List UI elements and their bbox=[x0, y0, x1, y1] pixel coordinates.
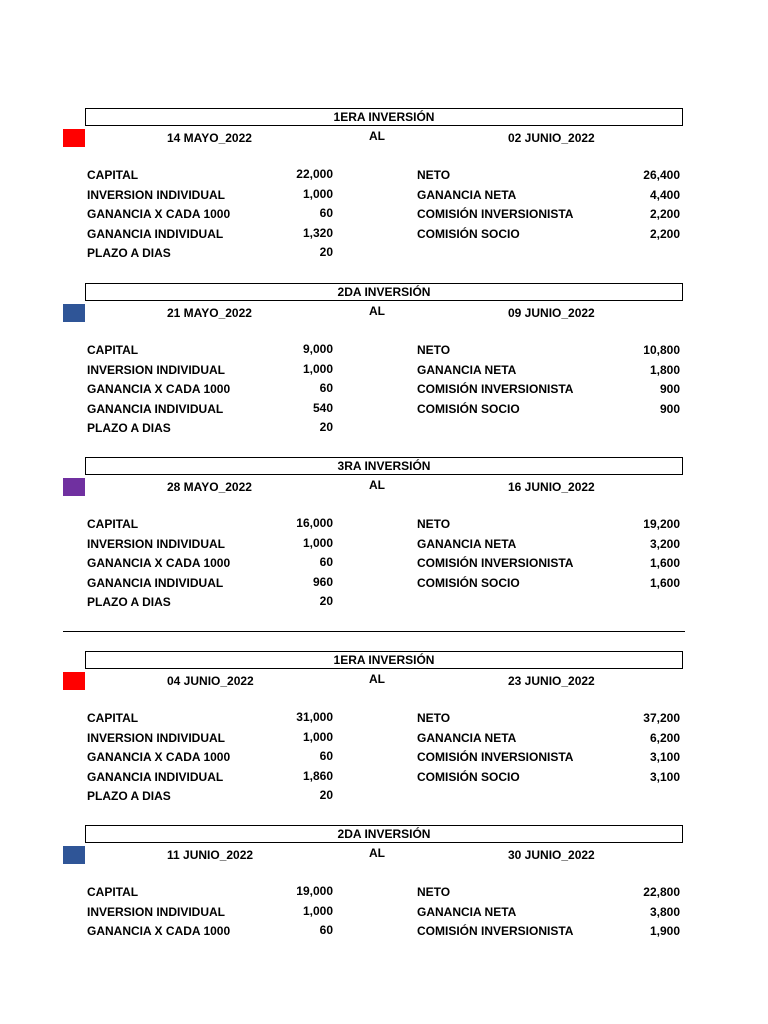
left-row-label: GANANCIA X CADA 1000 bbox=[87, 382, 231, 396]
left-row-value: 60 bbox=[319, 381, 333, 395]
left-row-value: 1,320 bbox=[302, 225, 333, 240]
right-row-label: COMISIÓN SOCIO bbox=[417, 769, 520, 784]
right-row-value: 3,100 bbox=[649, 750, 680, 764]
left-row-value: 20 bbox=[319, 420, 333, 434]
date-separator-al: AL bbox=[369, 304, 385, 318]
left-row-label: GANANCIA INDIVIDUAL bbox=[87, 226, 224, 241]
investment-title: 2DA INVERSIÓN bbox=[85, 283, 683, 301]
left-row-value: 60 bbox=[319, 206, 333, 220]
start-date: 21 MAYO_2022 bbox=[167, 306, 252, 320]
end-date: 16 JUNIO_2022 bbox=[508, 480, 595, 494]
left-row-value: 1,000 bbox=[302, 186, 333, 201]
color-marker bbox=[63, 478, 85, 496]
right-row-label: COMISIÓN INVERSIONISTA bbox=[417, 924, 574, 938]
date-separator-al: AL bbox=[369, 846, 385, 860]
left-row-value: 20 bbox=[319, 594, 333, 608]
investment-block bbox=[0, 108, 768, 278]
left-row-value: 1,860 bbox=[302, 768, 333, 783]
left-row-label: GANANCIA X CADA 1000 bbox=[87, 924, 231, 938]
right-row-value: 2,200 bbox=[649, 226, 680, 241]
right-row-label: GANANCIA NETA bbox=[417, 904, 517, 919]
left-row-label: GANANCIA X CADA 1000 bbox=[87, 556, 231, 570]
right-row-value: 1,800 bbox=[649, 362, 680, 377]
right-row-value: 1,600 bbox=[649, 556, 680, 570]
investment-title: 1ERA INVERSIÓN bbox=[85, 651, 683, 669]
left-row-label: INVERSION INDIVIDUAL bbox=[87, 904, 226, 919]
investment-title: 2DA INVERSIÓN bbox=[85, 825, 683, 843]
left-row-label: CAPITAL bbox=[87, 711, 139, 725]
right-row-label: COMISIÓN SOCIO bbox=[417, 226, 520, 241]
left-row-label: INVERSION INDIVIDUAL bbox=[87, 362, 226, 377]
right-row-value: 900 bbox=[659, 401, 680, 416]
left-row-label: PLAZO A DIAS bbox=[87, 789, 171, 803]
end-date: 30 JUNIO_2022 bbox=[508, 848, 595, 862]
left-row-value: 60 bbox=[319, 749, 333, 763]
right-row-label: GANANCIA NETA bbox=[417, 730, 517, 745]
left-row-value: 19,000 bbox=[296, 884, 333, 898]
right-row-value: 1,600 bbox=[649, 575, 680, 590]
left-row-value: 9,000 bbox=[302, 342, 333, 356]
right-row-value: 22,800 bbox=[643, 885, 680, 899]
left-row-value: 60 bbox=[319, 923, 333, 937]
end-date: 23 JUNIO_2022 bbox=[508, 674, 595, 688]
right-row-value: 10,800 bbox=[643, 343, 680, 357]
left-row-label: INVERSION INDIVIDUAL bbox=[87, 536, 226, 551]
section-divider bbox=[63, 631, 685, 632]
investment-block bbox=[0, 457, 768, 627]
right-row-label: NETO bbox=[417, 168, 451, 182]
start-date: 11 JUNIO_2022 bbox=[167, 848, 254, 862]
color-marker bbox=[63, 672, 85, 690]
left-row-value: 20 bbox=[319, 788, 333, 802]
right-row-value: 26,400 bbox=[643, 168, 680, 182]
left-row-value: 31,000 bbox=[296, 710, 333, 724]
date-separator-al: AL bbox=[369, 672, 385, 686]
right-row-label: NETO bbox=[417, 343, 451, 357]
left-row-value: 1,000 bbox=[302, 729, 333, 744]
color-marker bbox=[63, 846, 85, 864]
investment-title: 3RA INVERSIÓN bbox=[85, 457, 683, 475]
left-row-label: PLAZO A DIAS bbox=[87, 246, 171, 260]
left-row-label: INVERSION INDIVIDUAL bbox=[87, 187, 226, 202]
right-row-value: 3,200 bbox=[649, 536, 680, 551]
left-row-label: GANANCIA INDIVIDUAL bbox=[87, 401, 224, 416]
right-row-label: NETO bbox=[417, 885, 451, 899]
left-row-value: 60 bbox=[319, 555, 333, 569]
right-row-label: COMISIÓN INVERSIONISTA bbox=[417, 556, 574, 570]
right-row-label: COMISIÓN INVERSIONISTA bbox=[417, 750, 574, 764]
right-row-value: 3,100 bbox=[649, 769, 680, 784]
left-row-label: CAPITAL bbox=[87, 517, 139, 531]
right-row-value: 900 bbox=[659, 382, 680, 396]
right-row-value: 2,200 bbox=[649, 207, 680, 221]
left-row-value: 16,000 bbox=[296, 516, 333, 530]
investment-block bbox=[0, 651, 768, 821]
investment-title: 1ERA INVERSIÓN bbox=[85, 108, 683, 126]
start-date: 28 MAYO_2022 bbox=[167, 480, 252, 494]
left-row-label: GANANCIA X CADA 1000 bbox=[87, 750, 231, 764]
right-row-label: GANANCIA NETA bbox=[417, 362, 517, 377]
investment-block bbox=[0, 283, 768, 453]
right-row-label: COMISIÓN INVERSIONISTA bbox=[417, 207, 574, 221]
right-row-label: GANANCIA NETA bbox=[417, 536, 517, 551]
end-date: 09 JUNIO_2022 bbox=[508, 306, 595, 320]
left-row-label: PLAZO A DIAS bbox=[87, 421, 171, 435]
right-row-value: 37,200 bbox=[643, 711, 680, 725]
end-date: 02 JUNIO_2022 bbox=[508, 131, 595, 145]
right-row-value: 19,200 bbox=[643, 517, 680, 531]
investment-block bbox=[0, 825, 768, 995]
left-row-label: CAPITAL bbox=[87, 168, 139, 182]
color-marker bbox=[63, 129, 85, 147]
color-marker bbox=[63, 304, 85, 322]
left-row-value: 20 bbox=[319, 245, 333, 259]
date-separator-al: AL bbox=[369, 129, 385, 143]
left-row-label: GANANCIA INDIVIDUAL bbox=[87, 769, 224, 784]
left-row-label: GANANCIA X CADA 1000 bbox=[87, 207, 231, 221]
date-separator-al: AL bbox=[369, 478, 385, 492]
right-row-label: NETO bbox=[417, 517, 451, 531]
start-date: 04 JUNIO_2022 bbox=[167, 674, 254, 688]
left-row-label: CAPITAL bbox=[87, 885, 139, 899]
right-row-label: COMISIÓN SOCIO bbox=[417, 575, 520, 590]
left-row-label: PLAZO A DIAS bbox=[87, 595, 171, 609]
right-row-value: 6,200 bbox=[649, 730, 680, 745]
left-row-value: 1,000 bbox=[302, 535, 333, 550]
right-row-label: NETO bbox=[417, 711, 451, 725]
left-row-label: INVERSION INDIVIDUAL bbox=[87, 730, 226, 745]
left-row-value: 22,000 bbox=[296, 167, 333, 181]
right-row-label: GANANCIA NETA bbox=[417, 187, 517, 202]
right-row-value: 3,800 bbox=[649, 904, 680, 919]
right-row-label: COMISIÓN INVERSIONISTA bbox=[417, 382, 574, 396]
left-row-value: 540 bbox=[312, 400, 333, 415]
right-row-label: COMISIÓN SOCIO bbox=[417, 401, 520, 416]
left-row-label: GANANCIA INDIVIDUAL bbox=[87, 575, 224, 590]
left-row-value: 960 bbox=[312, 574, 333, 589]
right-row-value: 1,900 bbox=[649, 924, 680, 938]
left-row-value: 1,000 bbox=[302, 903, 333, 918]
right-row-value: 4,400 bbox=[649, 187, 680, 202]
start-date: 14 MAYO_2022 bbox=[167, 131, 252, 145]
left-row-label: CAPITAL bbox=[87, 343, 139, 357]
left-row-value: 1,000 bbox=[302, 361, 333, 376]
